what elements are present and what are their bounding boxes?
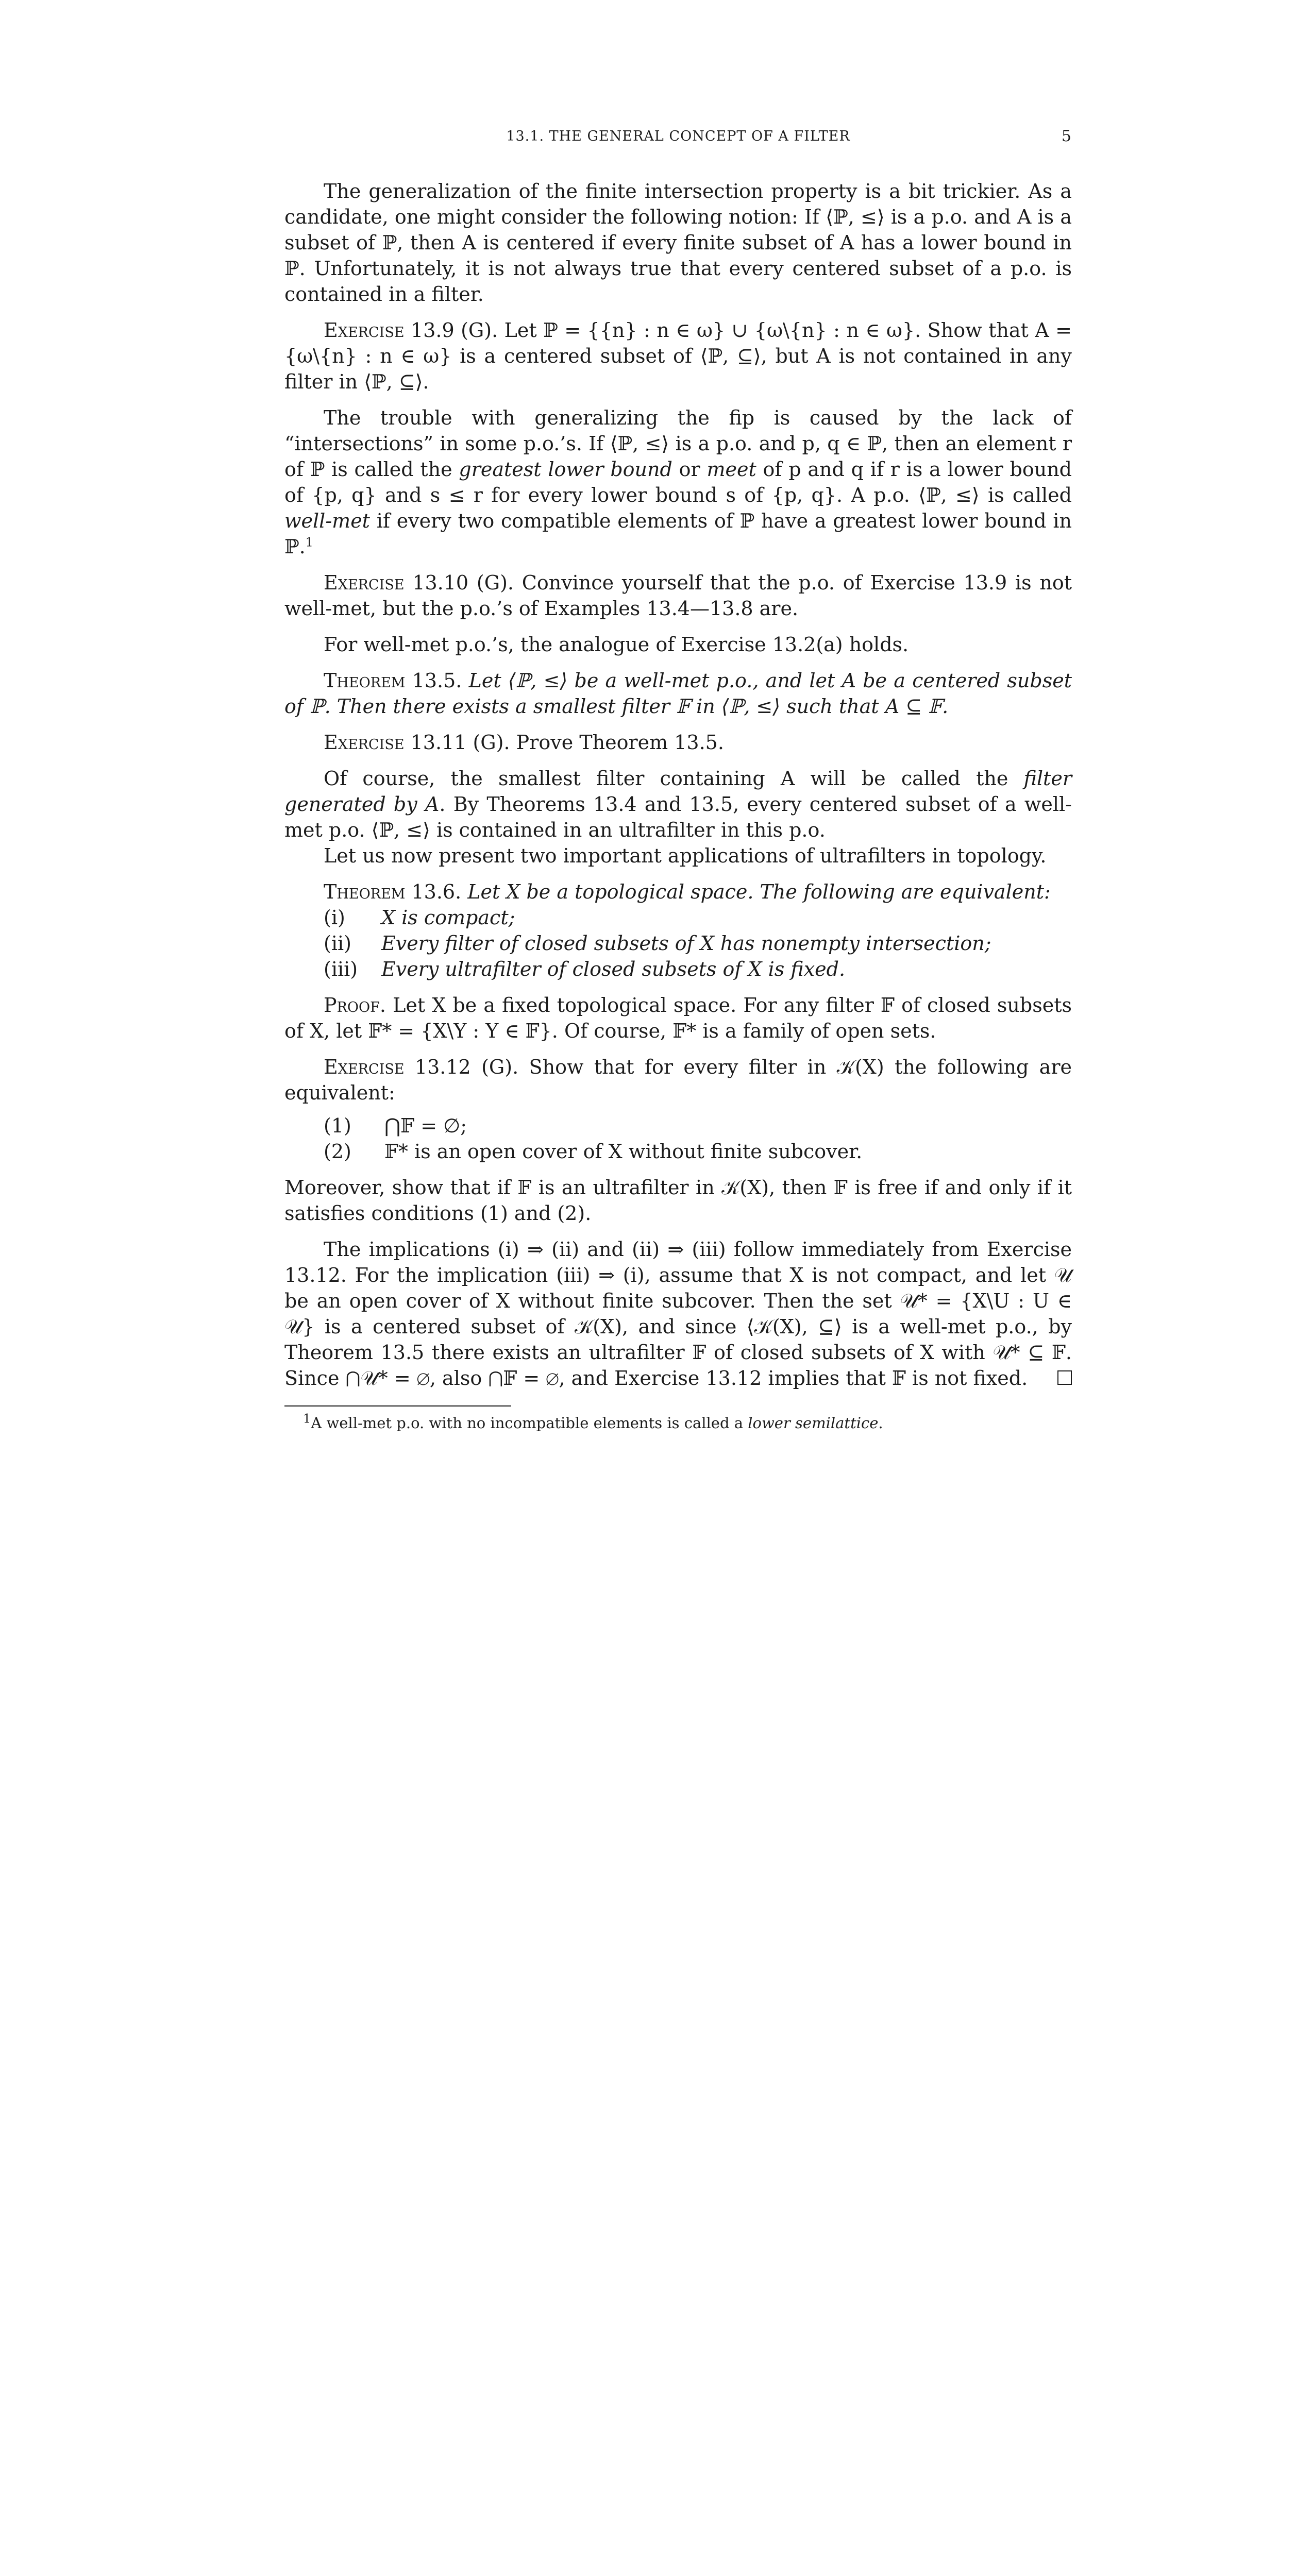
exercise-13-10-text: (G). Convince yourself that the p.o. of Exercise 13.9 is not well-met, but the p.o.’s of Examples 13.4—13.8 are. — [284, 571, 1072, 620]
paragraph-moreover: Moreover, show that if 𝔽 is an ultrafilter in 𝒦(X), then 𝔽 is free if and only if it satisfies conditions (1) and (2). — [284, 1176, 1072, 1225]
exercise-13-11 — [284, 730, 1072, 755]
list-item-text: Every ultrafilter of closed subsets of X is fixed. — [381, 958, 846, 980]
list-item-label: (i) — [324, 906, 345, 929]
page-number: 5 — [1061, 127, 1072, 145]
text-segment: if every two compatible elements of ℙ have a greatest lower bound in ℙ. — [284, 510, 1072, 558]
proof-heading: Proof. — [324, 994, 386, 1016]
exercise-13-12 — [284, 1054, 1072, 1106]
footnote-rule — [284, 1405, 511, 1406]
exercise-13-9-text: (G). Let ℙ = {{n} : n ∈ ω} ∪ {ω\{n} : n ∈ ω}. Show that A = {ω\{n} : n ∈ ω} is a centered subset of ⟨ℙ, ⊆⟩, but A is not contained in any filter in ⟨ℙ, ⊆⟩. — [284, 319, 1072, 393]
footnote-marker: 1 — [305, 535, 313, 550]
list-item-text: X is compact; — [381, 906, 515, 929]
term-greatest-lower-bound: greatest lower bound — [459, 458, 672, 481]
theorem-13-5-statement: Let ⟨ℙ, ≤⟩ be a well-met p.o., and let A be a centered subset of ℙ. Then there exists a smallest filter 𝔽 in ⟨ℙ, ≤⟩ such that A ⊆ 𝔽. — [284, 669, 1072, 718]
paragraph-well-met-analogue: For well-met p.o.’s, the analogue of Exercise 13.2(a) holds. — [324, 633, 909, 656]
theorem-13-6 — [284, 879, 1072, 905]
text-segment: Of course, the smallest filter containing A will be called the — [324, 767, 1024, 790]
footnote-text: A well-met p.o. with no incompatible elements is called a — [311, 1414, 748, 1432]
exercise-13-11-text: (G). Prove Theorem 13.5. — [466, 731, 724, 754]
term-meet: meet — [707, 458, 756, 481]
list-item-text: Every filter of closed subsets of X has nonempty intersection; — [381, 932, 991, 955]
exercise-13-9 — [284, 317, 1072, 395]
exercise-13-11-heading: Exercise 13.11 — [324, 731, 467, 754]
list-item-label: (2) — [324, 1140, 351, 1163]
theorem-13-6-heading: Theorem 13.6. — [324, 880, 462, 903]
list-item-text: 𝔽* is an open cover of X without finite subcover. — [384, 1140, 863, 1163]
page — [284, 124, 1072, 1433]
text-segment: . By Theorems 13.4 and 13.5, every centered subset of a well-met p.o. ⟨ℙ, ≤⟩ is contained in an ultrafilter in this p.o. — [284, 793, 1072, 841]
list-item-text: ⋂𝔽 = ∅; — [384, 1114, 467, 1137]
term-well-met: well-met — [284, 510, 370, 532]
qed-square-icon — [1057, 1370, 1072, 1385]
list-item — [284, 956, 1072, 982]
paragraph-greatest-lower-bound — [284, 405, 1072, 560]
theorem-13-6-list — [284, 905, 1072, 982]
paragraph-applications: Let us now present two important applications of ultrafilters in topology. — [324, 844, 1047, 867]
proof-text: Let X be a fixed topological space. For any filter 𝔽 of closed subsets of X, let 𝔽* = {X\Y : Y ∈ 𝔽}. Of course, 𝔽* is a family of open sets. — [284, 994, 1072, 1042]
exercise-13-10-heading: Exercise 13.10 — [324, 571, 469, 594]
text-segment: The trouble with generalizing the fip is caused by the lack of “intersections” in some p.o.’s. If ⟨ℙ, ≤⟩ is a p.o. and p, q ∈ ℙ, then an element r of ℙ is called the — [284, 406, 1072, 481]
list-item-label: (ii) — [324, 932, 351, 955]
paragraph-centered-notion: The generalization of the finite intersection property is a bit trickier. As a candidate, one might consider the following notion: If ⟨ℙ, ≤⟩ is a p.o. and A is a subset of ℙ, then A is centered if every finite subset of A has a lower bound in ℙ. Unfortunately, it is not always true that every centered subset of a p.o. is contained in a filter. — [284, 180, 1072, 306]
exercise-13-10 — [284, 570, 1072, 621]
exercise-13-12-list — [284, 1113, 1072, 1164]
exercise-13-9-heading: Exercise 13.9 — [324, 319, 455, 342]
paragraph-filter-generated — [284, 766, 1072, 843]
footnote-mark: 1 — [303, 1411, 311, 1426]
exercise-13-12-text: (G). Show that for every filter in 𝒦(X) the following are equivalent: — [284, 1056, 1072, 1104]
theorem-13-6-statement: Let X be a topological space. The following are equivalent: — [461, 880, 1051, 903]
term-filter-generated: filter generated by A — [284, 767, 1072, 816]
implications-text: The implications (i) ⇒ (ii) and (ii) ⇒ (iii) follow immediately from Exercise 13.12. For the implication (iii) ⇒ (i), assume that X is not compact, and let 𝒰 be an open cover of X without finite subcover. Then the set 𝒰* = {X\U : U ∈ 𝒰} is a centered subset of 𝒦(X), and since ⟨𝒦(X), ⊆⟩ is a well-met p.o., by Theorem 13.5 there exists an ultrafilter 𝔽 of closed subsets of X with 𝒰* ⊆ 𝔽. Since ⋂𝒰* = ∅, also ⋂𝔽 = ∅, and Exercise 13.12 implies that 𝔽 is not fixed. — [284, 1238, 1072, 1389]
list-item-label: (1) — [324, 1114, 351, 1137]
running-header — [284, 124, 1072, 155]
paragraph-implications — [284, 1236, 1072, 1391]
exercise-13-12-heading: Exercise 13.12 — [324, 1056, 471, 1078]
list-item — [284, 905, 1072, 930]
theorem-13-5 — [284, 668, 1072, 719]
proof-paragraph — [284, 992, 1072, 1044]
running-title: 13.1. THE GENERAL CONCEPT OF A FILTER — [506, 128, 850, 144]
text-segment: or — [672, 458, 707, 481]
theorem-13-5-heading: Theorem 13.5. — [324, 669, 462, 692]
term-lower-semilattice: lower semilattice — [748, 1414, 879, 1432]
footnote — [284, 1413, 1072, 1433]
list-item — [284, 930, 1072, 956]
list-item — [284, 1139, 1072, 1164]
footnote-text: . — [878, 1414, 883, 1432]
list-item — [284, 1113, 1072, 1139]
text-segment: of p and q if r is a lower bound of {p, q} and s ≤ r for every lower bound s of {p, q}. A p.o. ⟨ℙ, ≤⟩ is called — [284, 458, 1072, 506]
list-item-label: (iii) — [324, 958, 358, 980]
